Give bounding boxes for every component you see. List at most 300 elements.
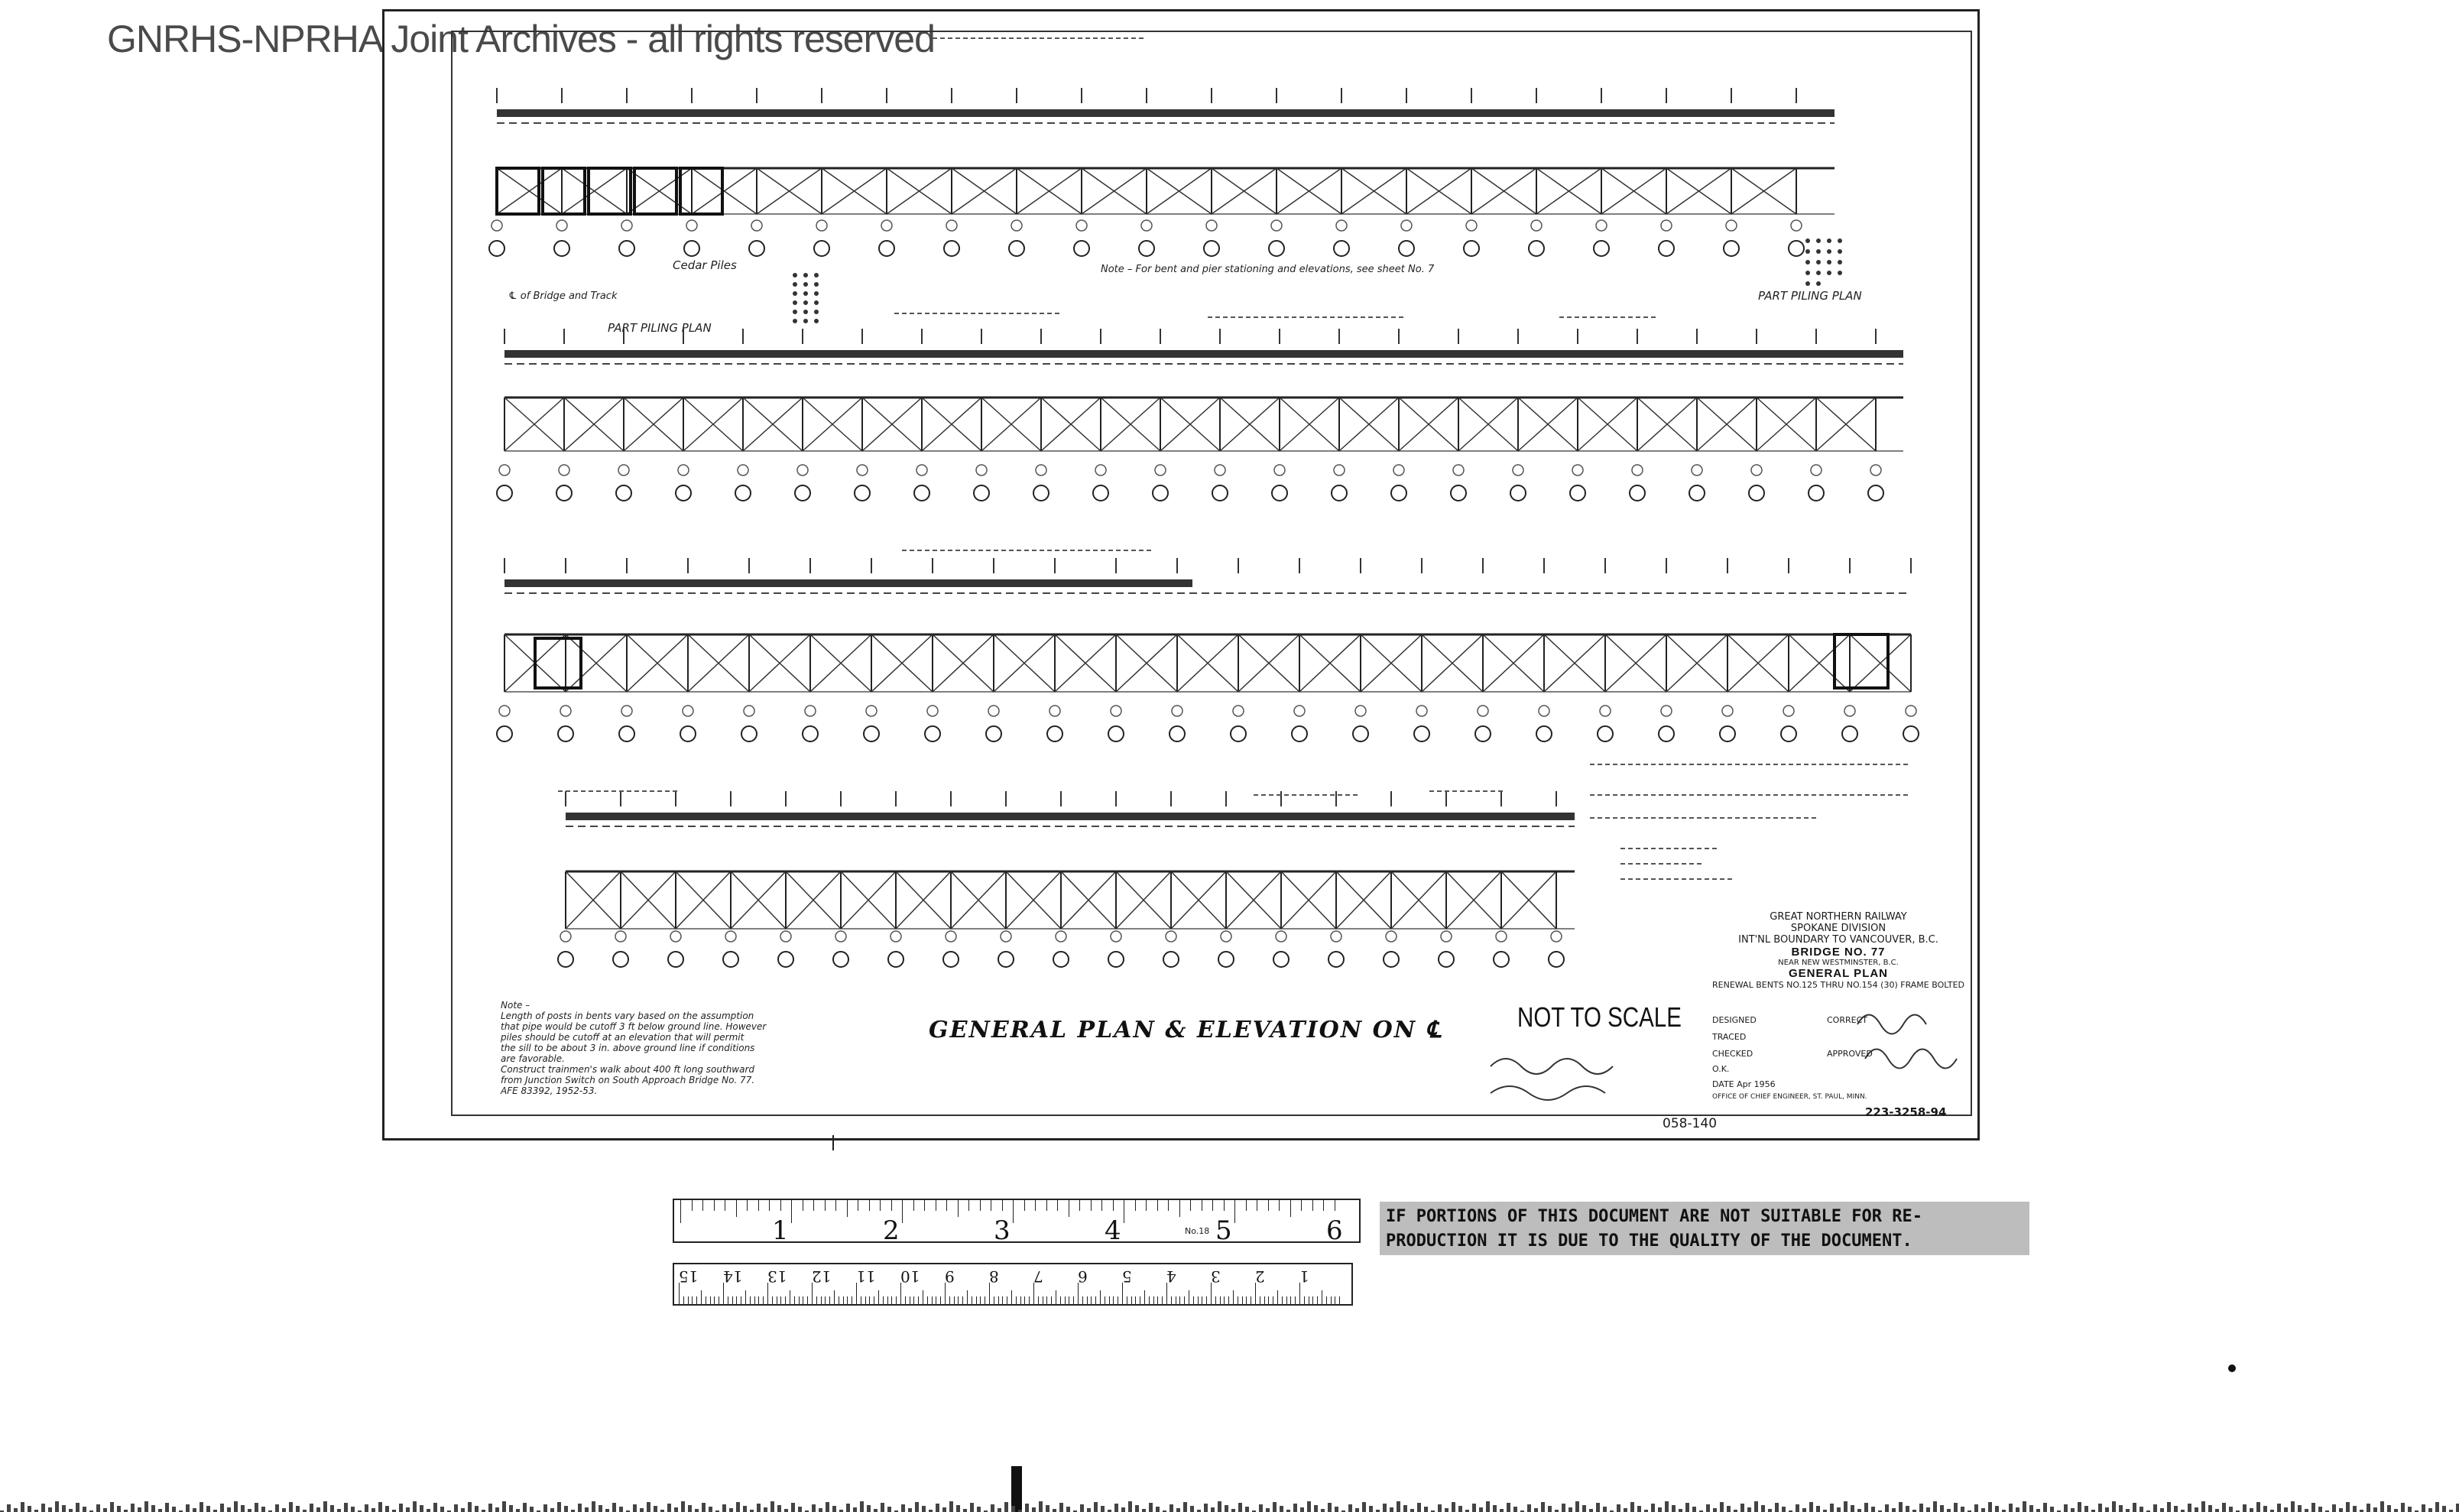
pile-marker — [1536, 726, 1552, 741]
scan-noise — [1438, 1504, 1442, 1512]
scan-noise — [2456, 1504, 2459, 1512]
scan-noise — [2133, 1503, 2136, 1512]
scan-noise — [1245, 1507, 1249, 1512]
pile-marker-small — [797, 465, 808, 475]
pile-marker — [1903, 726, 1919, 741]
ruler-tick — [825, 1200, 826, 1211]
pile-marker-small — [1496, 931, 1507, 942]
scan-noise — [1025, 1504, 1029, 1512]
scan-noise — [1651, 1504, 1655, 1512]
ruler-number: 5 — [1215, 1215, 1232, 1246]
scan-noise — [1445, 1508, 1448, 1512]
bridge-deck — [504, 579, 1192, 587]
pile-marker-small — [1661, 220, 1672, 231]
scan-noise — [413, 1501, 417, 1512]
ruler-tick — [958, 1200, 959, 1217]
ruler-number: 4 — [1166, 1267, 1176, 1286]
portal-frame — [1835, 634, 1888, 688]
scan-noise — [234, 1501, 238, 1512]
pile-marker-small — [1095, 465, 1106, 475]
pile-marker-small — [1401, 220, 1412, 231]
ruler-tick — [913, 1200, 914, 1211]
pile-marker — [1169, 726, 1185, 741]
pile-marker — [1074, 241, 1089, 256]
scan-noise — [695, 1509, 699, 1512]
ruler-tick — [1198, 1296, 1199, 1304]
scan-noise — [2298, 1505, 2302, 1512]
pile-marker — [680, 726, 696, 741]
scan-noise — [1630, 1502, 1634, 1512]
pile-marker-small — [1791, 220, 1802, 231]
ruler-number: 4 — [1105, 1215, 1121, 1246]
scan-noise — [2071, 1508, 2075, 1512]
scan-noise — [2139, 1507, 2143, 1512]
scan-noise — [722, 1504, 726, 1512]
scan-noise — [275, 1504, 279, 1512]
scan-noise — [1816, 1506, 1820, 1512]
ruler-tick — [745, 1290, 746, 1304]
route-name: INT'NL BOUNDARY TO VANCOUVER, B.C. — [1738, 934, 1938, 946]
scan-noise — [323, 1501, 327, 1512]
pile-dot — [1838, 260, 1842, 264]
pile-marker-small — [1001, 931, 1011, 942]
pile-marker — [1273, 952, 1289, 967]
scan-noise — [385, 1506, 389, 1512]
scan-noise — [282, 1508, 286, 1512]
scan-noise — [1658, 1507, 1662, 1512]
scan-noise — [193, 1508, 196, 1512]
scan-noise — [2318, 1507, 2322, 1512]
scan-noise — [103, 1508, 107, 1512]
pile-dot — [1816, 249, 1821, 254]
scan-noise — [371, 1508, 375, 1512]
ruler-tick — [1190, 1200, 1191, 1211]
pile-marker — [944, 241, 959, 256]
scan-noise — [667, 1504, 671, 1512]
pile-marker — [616, 485, 631, 501]
ruler-tick — [736, 1296, 737, 1304]
pile-marker-small — [976, 465, 987, 475]
pile-dot — [814, 291, 819, 296]
scan-noise — [1899, 1502, 1903, 1512]
pile-marker-small — [686, 220, 697, 231]
pile-marker-small — [744, 706, 754, 716]
scan-noise — [1066, 1507, 1070, 1512]
ruler-tick — [1079, 1200, 1080, 1211]
pile-marker — [1789, 241, 1804, 256]
scan-noise — [1527, 1504, 1531, 1512]
scan-noise — [378, 1502, 382, 1512]
scan-noise — [709, 1507, 712, 1512]
pile-marker — [1510, 485, 1526, 501]
ruler-tick — [900, 1283, 901, 1304]
scan-noise — [1479, 1507, 1483, 1512]
pile-marker-small — [1596, 220, 1607, 231]
ruler-tick — [680, 1200, 681, 1223]
pile-marker-small — [1166, 931, 1176, 942]
ruler-tick — [1078, 1283, 1079, 1304]
scan-noise — [901, 1504, 905, 1512]
ruler-tick — [1065, 1296, 1066, 1304]
pile-marker-small — [1393, 465, 1404, 475]
scan-noise — [1114, 1504, 1118, 1512]
ruler-tick — [1304, 1296, 1305, 1304]
ruler-tick — [692, 1200, 693, 1211]
ruler-tick — [1317, 1296, 1318, 1304]
ruler-tick — [949, 1296, 950, 1304]
scan-noise — [1720, 1502, 1724, 1512]
ruler-tick — [945, 1283, 946, 1304]
scan-noise — [488, 1504, 492, 1512]
pile-dot — [1816, 238, 1821, 243]
pile-marker-small — [1661, 706, 1672, 716]
scan-noise — [832, 1506, 836, 1512]
scan-noise — [1596, 1503, 1600, 1512]
pile-marker — [497, 485, 512, 501]
scale-ruler-cm — [673, 1263, 1353, 1306]
scan-noise — [1149, 1503, 1153, 1512]
note-line: that pipe would be cutoff 3 ft below ground line. However — [501, 1021, 767, 1032]
pile-marker-small — [916, 465, 927, 475]
scan-noise — [550, 1508, 554, 1512]
pile-marker-small — [618, 465, 629, 475]
ruler-tick — [1046, 1296, 1047, 1304]
ruler-tick — [958, 1296, 959, 1304]
ruler-tick — [918, 1296, 919, 1304]
scan-noise — [1417, 1503, 1421, 1512]
scan-noise — [1231, 1509, 1235, 1512]
ruler-tick — [1101, 1200, 1102, 1211]
scan-noise — [736, 1502, 740, 1512]
scan-noise — [255, 1503, 258, 1512]
scan-noise — [1452, 1502, 1455, 1512]
scan-noise — [1328, 1503, 1332, 1512]
ruler-tick — [1312, 1296, 1313, 1304]
scan-noise — [158, 1509, 162, 1512]
scan-noise — [2401, 1503, 2405, 1512]
scan-noise — [509, 1505, 513, 1512]
pile-marker-small — [1844, 706, 1855, 716]
scan-noise — [2222, 1503, 2226, 1512]
scan-noise — [2043, 1503, 2047, 1512]
ruler-tick — [962, 1296, 963, 1304]
ruler-tick — [940, 1296, 941, 1304]
scan-noise — [2394, 1509, 2398, 1512]
ruler-tick — [750, 1296, 751, 1304]
pile-marker — [1391, 485, 1406, 501]
pile-marker — [1272, 485, 1287, 501]
pile-marker-small — [556, 220, 567, 231]
ruler-tick — [758, 1200, 759, 1211]
ruler-tick — [754, 1296, 755, 1304]
scan-noise — [420, 1505, 423, 1512]
scan-noise — [1575, 1501, 1579, 1512]
pile-dot — [793, 273, 797, 277]
scan-noise — [2215, 1509, 2219, 1512]
pile-marker — [1093, 485, 1108, 501]
scan-noise — [1919, 1504, 1923, 1512]
pile-dot — [1827, 260, 1831, 264]
ruler-number: 3 — [994, 1215, 1011, 1246]
ruler-tick — [913, 1296, 914, 1304]
pile-marker-small — [1011, 220, 1022, 231]
pile-marker-small — [1111, 706, 1121, 716]
ruler-tick — [847, 1200, 848, 1217]
pile-marker — [1009, 241, 1024, 256]
scan-noise — [1754, 1501, 1758, 1512]
scan-noise — [310, 1504, 313, 1512]
scan-noise — [1830, 1504, 1834, 1512]
pile-marker — [497, 726, 512, 741]
ruler-tick — [976, 1296, 977, 1304]
pile-marker — [1659, 726, 1674, 741]
pile-dot — [1827, 238, 1831, 243]
ruler-tick — [1220, 1296, 1221, 1304]
scan-noise — [241, 1505, 245, 1512]
ruler-tick — [1184, 1296, 1185, 1304]
ruler-tick — [1135, 1296, 1136, 1304]
pile-marker — [1292, 726, 1307, 741]
scan-noise — [1988, 1502, 1992, 1512]
ruler-tick — [791, 1200, 792, 1223]
ruler-tick — [1228, 1296, 1229, 1304]
plan-type: GENERAL PLAN — [1788, 967, 1889, 980]
ruler-tick — [780, 1200, 781, 1211]
scan-noise — [1390, 1507, 1393, 1512]
scan-noise — [557, 1502, 561, 1512]
ruler-tick — [878, 1290, 879, 1304]
scan-noise — [860, 1501, 864, 1512]
ruler-tick — [688, 1296, 689, 1304]
ruler-tick — [1082, 1296, 1083, 1304]
pile-marker-small — [1221, 931, 1231, 942]
scan-noise — [1761, 1505, 1765, 1512]
scan-noise — [1011, 1506, 1015, 1512]
pile-marker-small — [1274, 465, 1285, 475]
ruler-tick — [883, 1296, 884, 1304]
pile-marker-small — [1276, 931, 1286, 942]
pile-marker-small — [560, 706, 571, 716]
scan-noise — [55, 1501, 59, 1512]
scan-noise — [1225, 1505, 1228, 1512]
scan-noise — [1424, 1507, 1428, 1512]
bridge-deck — [497, 109, 1835, 117]
pile-marker-small — [1215, 465, 1225, 475]
scan-noise — [1039, 1501, 1043, 1512]
pile-marker — [1212, 485, 1228, 501]
scan-noise — [1500, 1509, 1504, 1512]
pile-dot — [1805, 249, 1810, 254]
pile-marker — [864, 726, 879, 741]
scan-noise — [2373, 1507, 2377, 1512]
ruler-tick — [1179, 1296, 1180, 1304]
ruler-tick — [1002, 1200, 1003, 1211]
ruler-tick — [902, 1200, 903, 1223]
ruler-number: 3 — [1211, 1267, 1221, 1286]
pile-marker — [1749, 485, 1764, 501]
scan-noise — [2229, 1507, 2233, 1512]
pile-marker — [914, 485, 929, 501]
scan-noise — [1493, 1505, 1497, 1512]
scan-noise — [2160, 1508, 2164, 1512]
scan-noise — [688, 1505, 692, 1512]
pile-marker — [1139, 241, 1154, 256]
pile-marker — [735, 485, 751, 501]
date-label: DATE Apr 1956 — [1712, 1079, 1776, 1089]
ruler-tick — [1109, 1296, 1110, 1304]
scan-noise — [144, 1501, 148, 1512]
office-label: OFFICE OF CHIEF ENGINEER, ST. PAUL, MINN. — [1712, 1093, 1867, 1101]
scan-noise — [922, 1506, 926, 1512]
scan-noise — [7, 1504, 11, 1512]
ruler-tick — [927, 1296, 928, 1304]
scan-noise — [1403, 1505, 1407, 1512]
ruler-label: No.18 — [1185, 1226, 1210, 1236]
ruler-tick — [946, 1200, 947, 1211]
scan-noise — [1851, 1505, 1854, 1512]
ruler-tick — [794, 1296, 795, 1304]
ruler-tick — [1339, 1296, 1340, 1304]
ruler-tick — [1095, 1296, 1096, 1304]
scan-noise — [2277, 1504, 2281, 1512]
pile-marker — [1720, 726, 1735, 741]
scan-noise — [991, 1504, 994, 1512]
scan-noise — [200, 1502, 203, 1512]
pile-dot — [803, 291, 808, 296]
scan-noise — [1513, 1507, 1517, 1512]
scan-noise — [674, 1507, 678, 1512]
scan-noise — [1589, 1509, 1593, 1512]
pile-marker-small — [1870, 465, 1881, 475]
scan-noise — [1053, 1509, 1056, 1512]
pile-marker-small — [1453, 465, 1464, 475]
scan-noise — [2050, 1507, 2054, 1512]
ruler-tick — [967, 1290, 968, 1304]
scan-noise — [605, 1509, 609, 1512]
scan-noise — [330, 1505, 334, 1512]
ruler-tick — [1282, 1296, 1283, 1304]
scan-noise — [764, 1507, 767, 1512]
scan-noise — [1218, 1501, 1221, 1512]
scan-noise — [2174, 1506, 2178, 1512]
ruler-tick — [1295, 1296, 1296, 1304]
scan-noise — [2243, 1504, 2247, 1512]
ruler-number: 7 — [1033, 1267, 1043, 1286]
pile-dot — [1827, 271, 1831, 275]
pile-marker-small — [1206, 220, 1217, 231]
signature-scribble — [1491, 1059, 1613, 1074]
scan-noise — [1802, 1508, 1806, 1512]
pile-marker — [676, 485, 691, 501]
scan-noise — [186, 1504, 190, 1512]
ruler-tick — [905, 1296, 906, 1304]
pile-marker-small — [1416, 706, 1427, 716]
pile-marker — [1108, 726, 1124, 741]
scan-noise — [791, 1503, 795, 1512]
ruler-tick — [1046, 1200, 1047, 1211]
ruler-tick — [1038, 1296, 1039, 1304]
pile-marker — [1047, 726, 1062, 741]
cedar-piles-label: Cedar Piles — [673, 258, 737, 272]
scan-noise — [887, 1507, 891, 1512]
pile-dot — [1838, 238, 1842, 243]
scan-noise — [1004, 1502, 1008, 1512]
pile-marker-small — [678, 465, 689, 475]
scan-noise — [1458, 1506, 1462, 1512]
ruler-tick — [692, 1296, 693, 1304]
ruler-tick — [1323, 1200, 1324, 1211]
pile-marker — [619, 241, 634, 256]
pile-marker — [1868, 485, 1883, 501]
piling-plan-label-1: PART PILING PLAN — [608, 321, 712, 335]
scan-noise — [1383, 1504, 1387, 1512]
scan-noise — [2064, 1504, 2068, 1512]
pile-marker-small — [1141, 220, 1152, 231]
ruler-tick — [767, 1283, 768, 1304]
ruler-tick — [1268, 1296, 1269, 1304]
pile-marker — [1659, 241, 1674, 256]
scan-noise — [1562, 1504, 1565, 1512]
scan-noise — [1211, 1507, 1215, 1512]
scan-noise — [2387, 1505, 2391, 1512]
scan-noise — [69, 1509, 73, 1512]
pile-marker — [998, 952, 1014, 967]
ruler-tick — [829, 1296, 830, 1304]
scan-noise — [2167, 1502, 2171, 1512]
scan-noise — [2188, 1504, 2191, 1512]
pile-marker — [684, 241, 699, 256]
pile-marker — [1204, 241, 1219, 256]
pile-dot — [803, 273, 808, 277]
pile-marker — [943, 952, 959, 967]
ruler-number: 1 — [1299, 1267, 1309, 1286]
pile-marker — [1399, 241, 1414, 256]
pile-marker — [803, 726, 818, 741]
scan-noise — [1665, 1501, 1669, 1512]
pile-marker — [741, 726, 757, 741]
pile-marker — [833, 952, 848, 967]
pile-marker — [1153, 485, 1168, 501]
pile-dot — [1805, 271, 1810, 275]
reproduction-notice: IF PORTIONS OF THIS DOCUMENT ARE NOT SUITABLE FOR RE- PRODUCTION IT IS DUE TO THE QUALITY OF THE DOCUMENT. — [1380, 1202, 2029, 1255]
scan-noise — [172, 1507, 176, 1512]
ruler-tick — [1279, 1200, 1280, 1211]
scan-noise — [633, 1504, 637, 1512]
scan-noise — [454, 1504, 458, 1512]
scan-noise — [2112, 1501, 2116, 1512]
ruler-tick — [1242, 1296, 1243, 1304]
scan-noise — [1713, 1508, 1717, 1512]
ruler-tick — [763, 1296, 764, 1304]
ruler-tick — [679, 1283, 680, 1304]
pile-marker-small — [1513, 465, 1523, 475]
scan-noise — [28, 1506, 31, 1512]
scan-noise — [14, 1508, 18, 1512]
scan-noise — [1706, 1504, 1710, 1512]
ruler-tick — [1073, 1296, 1074, 1304]
scan-noise — [1183, 1502, 1187, 1512]
scan-noise — [440, 1507, 444, 1512]
ruler-tick — [1016, 1296, 1017, 1304]
ruler-tick — [1146, 1200, 1147, 1211]
ruler-number: 6 — [1078, 1267, 1088, 1286]
scan-noise — [963, 1509, 967, 1512]
pile-dot — [1827, 249, 1831, 254]
scan-noise — [1981, 1508, 1985, 1512]
scan-noise — [2016, 1507, 2019, 1512]
scan-noise — [592, 1501, 595, 1512]
scan-noise — [1362, 1502, 1366, 1512]
